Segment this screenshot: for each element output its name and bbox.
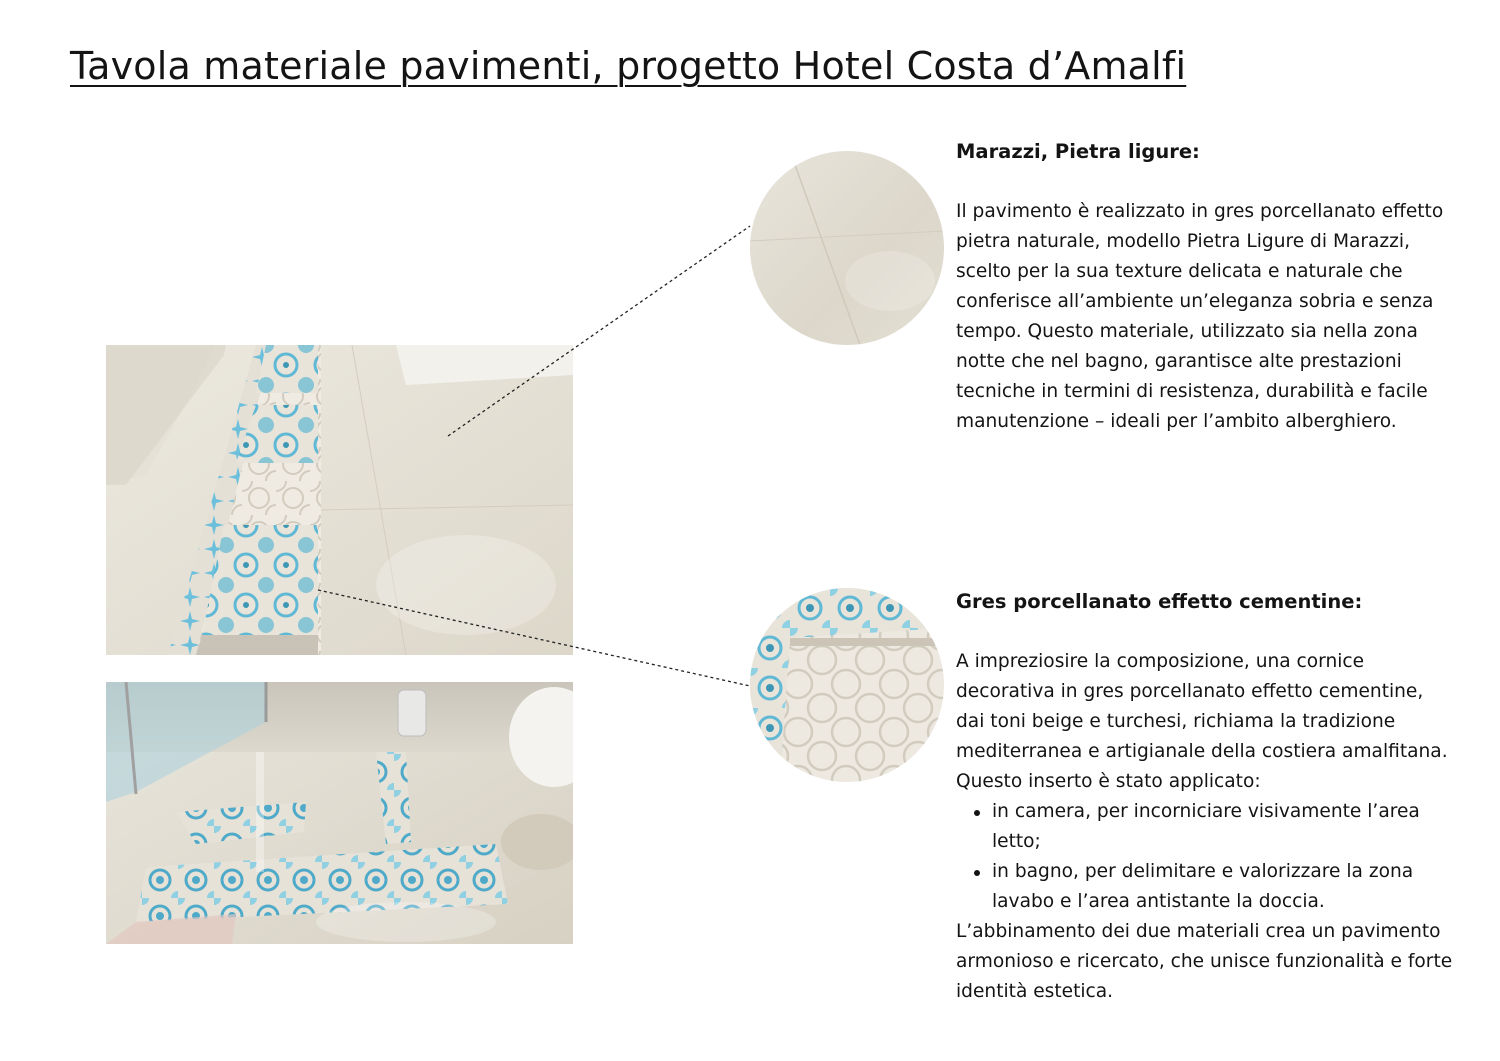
section-description: Il pavimento è realizzato in gres porcellanato effetto pietra naturale, modello Pietra Ligure di Marazzi, scelto per la sua texture delicata e naturale che conferisce all’ambiente un’eleganza sobria e senza tempo. Questo materiale, utilizzato sia nella zona notte che nel bagno, garantisce alte prestazioni tecniche in termini di resistenza, durabilità e facile manutenzione – ideali per l’ambito alberghiero.	[956, 201, 1444, 432]
cementine-swatch	[750, 588, 944, 782]
application-list	[956, 797, 1456, 917]
section-cementine	[956, 587, 1456, 1007]
pietra-ligure-swatch	[750, 151, 944, 345]
section-pietra-ligure	[956, 137, 1456, 437]
section-closing: L’abbinamento dei due materiali crea un pavimento armonioso e ricercato, che unisce funzionalità e forte identità estetica.	[956, 921, 1453, 1002]
page-title: Tavola materiale pavimenti, progetto Hotel Costa d’Amalfi	[70, 44, 1187, 88]
section-heading: Gres porcellanato effetto cementine:	[956, 590, 1363, 613]
section-heading: Marazzi, Pietra ligure:	[956, 140, 1200, 163]
bathroom-floor-render	[106, 682, 573, 944]
section-intro: A impreziosire la composizione, una cornice decorativa in gres porcellanato effetto cementine, dai toni beige e turchesi, richiama la tradizione mediterranea e artigianale della costiera amalfitana. Questo inserto è stato applicato:	[956, 651, 1448, 792]
list-item: in camera, per incorniciare visivamente l’area letto;	[992, 797, 1456, 857]
list-item: in bagno, per delimitare e valorizzare la zona lavabo e l’area antistante la doccia.	[992, 857, 1456, 917]
bedroom-floor-render	[106, 345, 573, 655]
